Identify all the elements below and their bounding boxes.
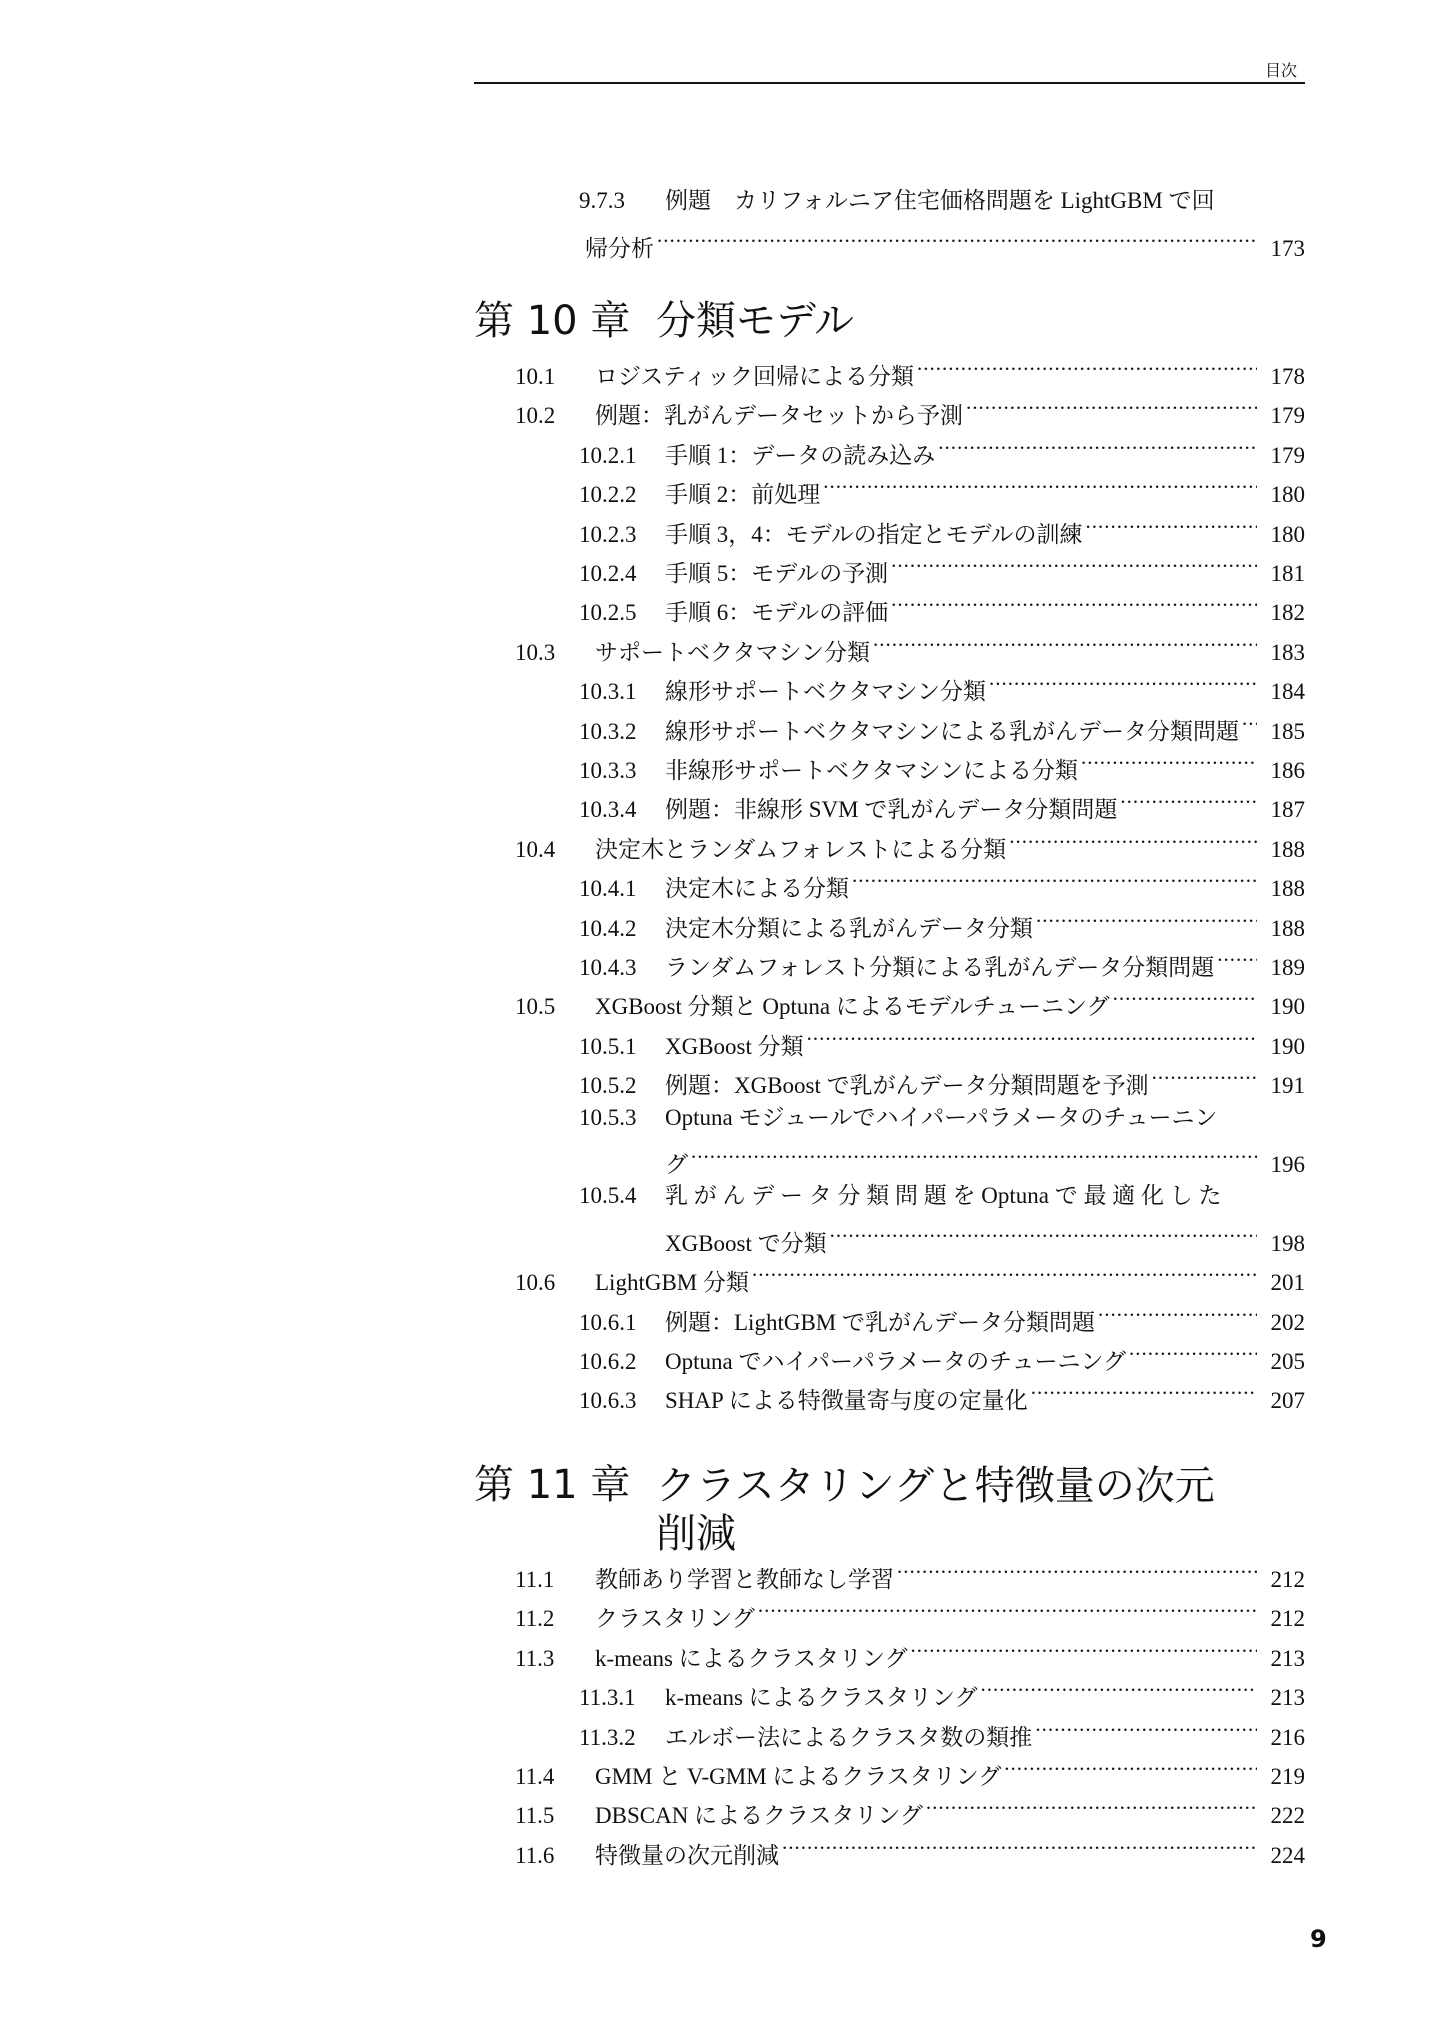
dot-leader — [1085, 512, 1257, 542]
dot-leader — [1031, 1378, 1257, 1408]
entry-page: 196 — [1270, 1152, 1305, 1177]
entry-number: 10.6.2 — [579, 1349, 637, 1374]
toc-section[interactable] — [515, 630, 1305, 668]
entry-title: 決定木とランダムフォレストによる分類 — [595, 836, 1007, 862]
toc-subsection[interactable] — [579, 669, 1305, 707]
toc-section[interactable] — [515, 1833, 1305, 1871]
entry-number: 10.3.1 — [579, 679, 637, 705]
entry-number: 10.3 — [515, 639, 556, 665]
chapter-number: 第 10 章 — [474, 298, 631, 344]
entry-page: 213 — [1270, 1685, 1305, 1711]
dot-leader — [981, 1675, 1257, 1705]
entry-page: 213 — [1270, 1645, 1305, 1671]
entry-number: 10.6.1 — [579, 1309, 637, 1335]
entry-title: ランダムフォレスト分類による乳がんデータ分類問題 — [665, 955, 1215, 980]
toc-subsection[interactable] — [579, 1063, 1305, 1101]
entry-number: 10.3.3 — [579, 758, 637, 783]
dot-leader — [657, 226, 1257, 256]
toc-subsection[interactable] — [579, 1339, 1305, 1377]
entry-page: 205 — [1270, 1349, 1305, 1374]
entry-page: 178 — [1270, 364, 1305, 389]
dot-leader — [1152, 1063, 1257, 1093]
toc-subsection[interactable] — [579, 1378, 1305, 1416]
dot-leader — [938, 433, 1257, 463]
dot-leader — [897, 1557, 1257, 1587]
toc-section[interactable] — [515, 1754, 1305, 1792]
entry-title: k-means によるクラスタリング — [595, 1645, 908, 1671]
entry-page: 190 — [1270, 994, 1305, 1020]
entry-title: 非線形サポートベクタマシンによる分類 — [665, 758, 1078, 783]
entry-title-continuation: XGBoost で分類 — [665, 1230, 827, 1256]
entry-page: 191 — [1270, 1073, 1305, 1099]
dot-leader — [926, 1793, 1257, 1823]
entry-title: 乳 が ん デ ー タ 分 類 問 題 を Optuna で 最 適 化 し た — [665, 1183, 1222, 1209]
toc-section[interactable] — [515, 1260, 1305, 1298]
entry-title-continuation: 帰分析 — [585, 236, 654, 261]
entry-page: 189 — [1270, 955, 1305, 980]
entry-number: 11.4 — [515, 1764, 555, 1789]
toc-subsection[interactable] — [579, 787, 1305, 825]
entry-number: 10.5.3 — [579, 1104, 637, 1130]
entry-number: 10.3.4 — [579, 797, 637, 823]
toc-subsection[interactable] — [579, 1181, 1305, 1211]
entry-page: 190 — [1270, 1033, 1305, 1059]
dot-leader — [917, 354, 1257, 384]
dot-leader — [758, 1596, 1257, 1626]
chapter-title-line2: 削減 — [656, 1511, 736, 1557]
entry-page: 207 — [1270, 1388, 1305, 1414]
entry-title: 特徴量の次元削減 — [595, 1842, 779, 1868]
dot-leader — [1098, 1300, 1257, 1330]
entry-page: 201 — [1270, 1270, 1305, 1296]
entry-page: 222 — [1270, 1803, 1305, 1829]
entry-number: 10.1 — [515, 364, 556, 389]
toc-section[interactable] — [515, 1557, 1305, 1595]
entry-number: 10.5.2 — [579, 1073, 637, 1099]
toc-section[interactable] — [515, 827, 1305, 865]
toc-subsection[interactable] — [579, 1103, 1305, 1133]
entry-title: クラスタリング — [595, 1606, 755, 1632]
dot-leader — [823, 472, 1257, 502]
toc-subsection[interactable] — [579, 590, 1305, 628]
toc-section[interactable] — [515, 1793, 1305, 1831]
entry-number: 9.7.3 — [579, 188, 625, 213]
entry-number: 10.2.2 — [579, 482, 637, 508]
entry-page: 173 — [1270, 236, 1305, 261]
toc-subsection[interactable] — [579, 945, 1305, 983]
toc-section[interactable] — [515, 393, 1305, 431]
entry-number: 10.4.2 — [579, 915, 637, 941]
entry-number: 11.1 — [515, 1567, 555, 1592]
entry-number: 10.2.4 — [579, 561, 637, 586]
toc-subsection[interactable] — [579, 472, 1305, 510]
entry-page: 182 — [1270, 600, 1305, 626]
toc-subsection[interactable] — [579, 551, 1305, 589]
entry-number: 10.2.3 — [579, 521, 637, 547]
dot-leader — [1217, 945, 1257, 975]
entry-title: 例題 カリフォルニア住宅価格問題を LightGBM で回 — [665, 188, 1215, 213]
dot-leader — [752, 1260, 1257, 1290]
toc-subsection[interactable] — [579, 433, 1305, 471]
entry-title: エルボー法によるクラスタ数の類推 — [665, 1724, 1033, 1750]
dot-leader — [807, 1024, 1257, 1054]
entry-title: DBSCAN によるクラスタリング — [595, 1803, 923, 1829]
entry-title: 線形サポートベクタマシン分類 — [665, 679, 986, 705]
entry-title: Optuna モジュールでハイパーパラメータのチューニン — [665, 1104, 1218, 1130]
dot-leader — [1129, 1339, 1257, 1369]
entry-page: 184 — [1270, 679, 1305, 705]
dot-leader — [1004, 1754, 1257, 1784]
entry-page: 187 — [1270, 797, 1305, 823]
entry-title: XGBoost 分類と Optuna によるモデルチューニング — [595, 994, 1110, 1020]
toc-entry-continuation[interactable] — [665, 1221, 1305, 1259]
toc-subsection[interactable] — [579, 512, 1305, 550]
toc-section[interactable] — [515, 984, 1305, 1022]
chapter-title-line1: クラスタリングと特徴量の次元 — [656, 1463, 1215, 1509]
entry-number: 10.5.1 — [579, 1033, 637, 1059]
entry-number: 10.4.1 — [579, 876, 637, 902]
entry-page: 216 — [1270, 1724, 1305, 1750]
chapter-title: 分類モデル — [656, 298, 854, 344]
entry-page: 180 — [1270, 521, 1305, 547]
dot-leader — [1035, 1715, 1257, 1745]
entry-number: 11.3 — [515, 1645, 555, 1671]
entry-page: 202 — [1270, 1309, 1305, 1335]
running-head: 目次 — [1265, 61, 1298, 80]
entry-title-continuation: グ — [665, 1152, 688, 1177]
dot-leader — [1036, 906, 1257, 936]
toc-section[interactable] — [515, 1596, 1305, 1634]
toc-entry[interactable] — [579, 186, 1305, 216]
entry-page: 179 — [1270, 403, 1305, 429]
toc-subsection[interactable] — [579, 709, 1305, 747]
toc-section[interactable] — [515, 1636, 1305, 1674]
entry-title: GMM と V-GMM によるクラスタリング — [595, 1764, 1002, 1789]
entry-title: 手順 5：モデルの予測 — [665, 561, 889, 586]
entry-title: XGBoost 分類 — [665, 1033, 804, 1059]
entry-page: 188 — [1270, 836, 1305, 862]
dot-leader — [1081, 748, 1257, 778]
entry-number: 11.5 — [515, 1803, 555, 1829]
entry-title: 手順 2：前処理 — [665, 482, 821, 508]
entry-page: 188 — [1270, 915, 1305, 941]
entry-number: 10.6 — [515, 1270, 556, 1296]
entry-title: 決定木分類による乳がんデータ分類 — [665, 915, 1033, 941]
toc-subsection[interactable] — [579, 1715, 1305, 1753]
entry-page: 183 — [1270, 639, 1305, 665]
entry-title: 例題：XGBoost で乳がんデータ分類問題を予測 — [665, 1073, 1149, 1099]
entry-title: 例題：LightGBM で乳がんデータ分類問題 — [665, 1309, 1095, 1335]
entry-title: 線形サポートベクタマシンによる乳がんデータ分類問題 — [665, 718, 1239, 744]
entry-page: 212 — [1270, 1567, 1305, 1592]
entry-title: 例題：乳がんデータセットから予測 — [595, 403, 963, 429]
entry-number: 10.5 — [515, 994, 556, 1020]
toc-section[interactable] — [515, 354, 1305, 392]
entry-page: 185 — [1270, 718, 1305, 744]
entry-number: 11.3.2 — [579, 1724, 636, 1750]
chapter-heading — [474, 1462, 1216, 1558]
entry-page: 179 — [1270, 442, 1305, 468]
entry-title: 例題：非線形 SVM で乳がんデータ分類問題 — [665, 797, 1118, 823]
entry-title: 決定木による分類 — [665, 876, 849, 902]
dot-leader — [1113, 984, 1257, 1014]
entry-page: 181 — [1270, 561, 1305, 586]
toc-subsection[interactable] — [579, 748, 1305, 786]
entry-number: 10.4.3 — [579, 955, 637, 980]
entry-title: サポートベクタマシン分類 — [595, 639, 870, 665]
dot-leader — [1242, 709, 1257, 739]
entry-number: 10.2 — [515, 403, 556, 429]
toc-entry-continuation[interactable] — [665, 1142, 1305, 1180]
dot-leader — [989, 669, 1257, 699]
dot-leader — [891, 590, 1257, 620]
folio-page-number: 9 — [1310, 1925, 1327, 1953]
entry-title: 手順 3，4：モデルの指定とモデルの訓練 — [665, 521, 1083, 547]
entry-number: 11.3.1 — [579, 1685, 636, 1711]
entry-page: 188 — [1270, 876, 1305, 902]
entry-number: 10.2.5 — [579, 600, 637, 626]
entry-title: SHAP による特徴量寄与度の定量化 — [665, 1388, 1028, 1414]
entry-number: 10.2.1 — [579, 442, 637, 468]
dot-leader — [1120, 787, 1257, 817]
dot-leader — [873, 630, 1257, 660]
toc-subsection[interactable] — [579, 906, 1305, 944]
entry-title: ロジスティック回帰による分類 — [595, 364, 915, 389]
entry-title: 手順 6：モデルの評価 — [665, 600, 889, 626]
entry-number: 10.6.3 — [579, 1388, 637, 1414]
entry-page: 219 — [1270, 1764, 1305, 1789]
toc-subsection[interactable] — [579, 866, 1305, 904]
entry-title: 教師あり学習と教師なし学習 — [595, 1567, 894, 1592]
entry-title: Optuna でハイパーパラメータのチューニング — [665, 1349, 1127, 1374]
dot-leader — [891, 551, 1257, 581]
toc-subsection[interactable] — [579, 1024, 1305, 1062]
entry-title: LightGBM 分類 — [595, 1270, 749, 1296]
entry-page: 224 — [1270, 1842, 1305, 1868]
entry-page: 180 — [1270, 482, 1305, 508]
toc-subsection[interactable] — [579, 1675, 1305, 1713]
entry-number: 10.5.4 — [579, 1183, 637, 1209]
dot-leader — [911, 1636, 1257, 1666]
entry-title: k-means によるクラスタリング — [665, 1685, 978, 1711]
dot-leader — [966, 393, 1257, 423]
dot-leader — [830, 1221, 1257, 1251]
entry-number: 11.2 — [515, 1606, 555, 1632]
toc-entry-continuation[interactable] — [585, 226, 1305, 264]
dot-leader — [852, 866, 1257, 896]
chapter-number: 第 11 章 — [474, 1462, 631, 1508]
dot-leader — [1009, 827, 1257, 857]
entry-page: 198 — [1270, 1230, 1305, 1256]
entry-number: 10.3.2 — [579, 718, 637, 744]
entry-title: 手順 1：データの読み込み — [665, 442, 936, 468]
entry-page: 186 — [1270, 758, 1305, 783]
entry-number: 10.4 — [515, 836, 556, 862]
dot-leader — [782, 1833, 1257, 1863]
entry-number: 11.6 — [515, 1842, 555, 1868]
entry-page: 212 — [1270, 1606, 1305, 1632]
toc-subsection[interactable] — [579, 1300, 1305, 1338]
dot-leader — [691, 1142, 1257, 1172]
chapter-heading — [474, 298, 854, 344]
